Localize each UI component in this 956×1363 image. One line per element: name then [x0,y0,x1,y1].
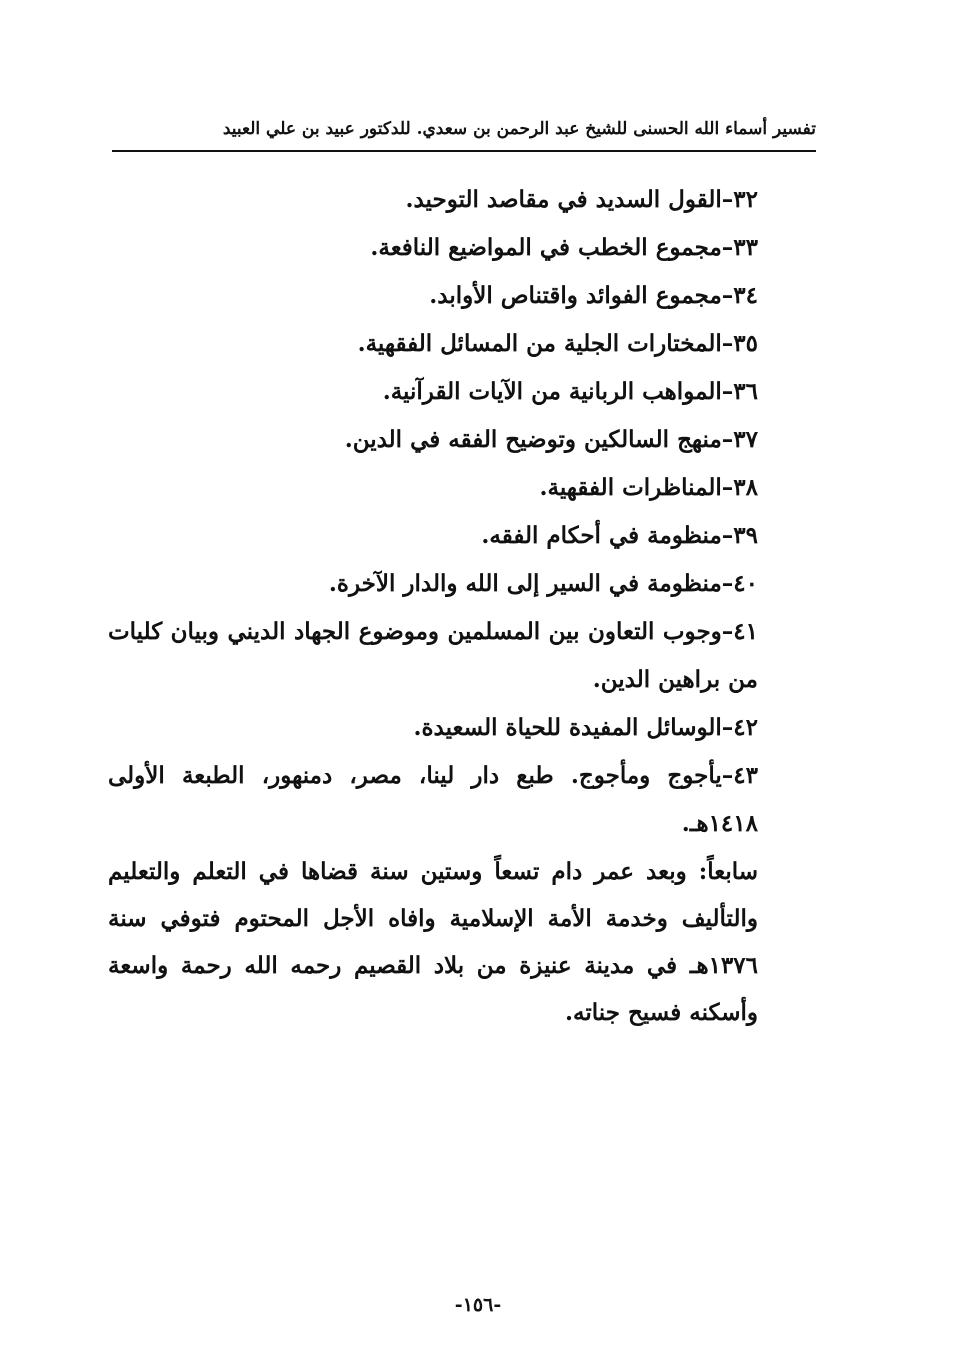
book-list-item: ٣٣–مجموع الخطب في المواضيع النافعة. [370,234,758,261]
closing-paragraph: سابعاً: وبعد عمر دام تسعاً وستين سنة قضاها في التعلم والتعليم والتأليف وخدمة الأمة الإسلامية وافاه الأجل المحتوم فتوفي سنة ١٣٧٦هـ في مدينة عنيزة من بلاد القصيم رحمه الله رحمة واسعة وأسكنه فسيح جناته. [108,858,758,1026]
book-list-item: ٣٩–منظومة في أحكام الفقه. [481,522,758,549]
book-list-item: ٤٢–الوسائل المفيدة للحياة السعيدة. [413,714,758,741]
book-list-item: ٣٨–المناظرات الفقهية. [539,474,758,501]
book-list-item: ٣٢–القول السديد في مقاصد التوحيد. [405,186,758,213]
book-list-item: ٣٥–المختارات الجلية من المسائل الفقهية. [357,330,758,357]
page-body [108,176,816,1036]
book-list-item: ٤٣–يأجوج ومأجوج. طبع دار لينا، مصر، دمنهور، الطبعة الأولى ١٤١٨هـ. [108,762,758,837]
page-number: -١٥٦- [454,1294,502,1316]
book-list-item: ٣٧–منهج السالكين وتوضيح الفقه في الدين. [344,426,758,453]
book-list-item: ٣٤–مجموع الفوائد واقتناص الأوابد. [429,282,758,309]
book-list-item: ٤١–وجوب التعاون بين المسلمين وموضوع الجهاد الديني وبيان كليات من براهين الدين. [108,618,758,693]
running-header: تفسير أسماء الله الحسنى للشيخ عبد الرحمن بن سعدي. للدكتور عبيد بن علي العبيد [222,119,816,139]
book-list-item: ٣٦–المواهب الربانية من الآيات القرآنية. [382,378,758,405]
book-list-item: ٤٠–منظومة في السير إلى الله والدار الآخرة. [328,570,758,597]
header-rule [112,150,816,152]
